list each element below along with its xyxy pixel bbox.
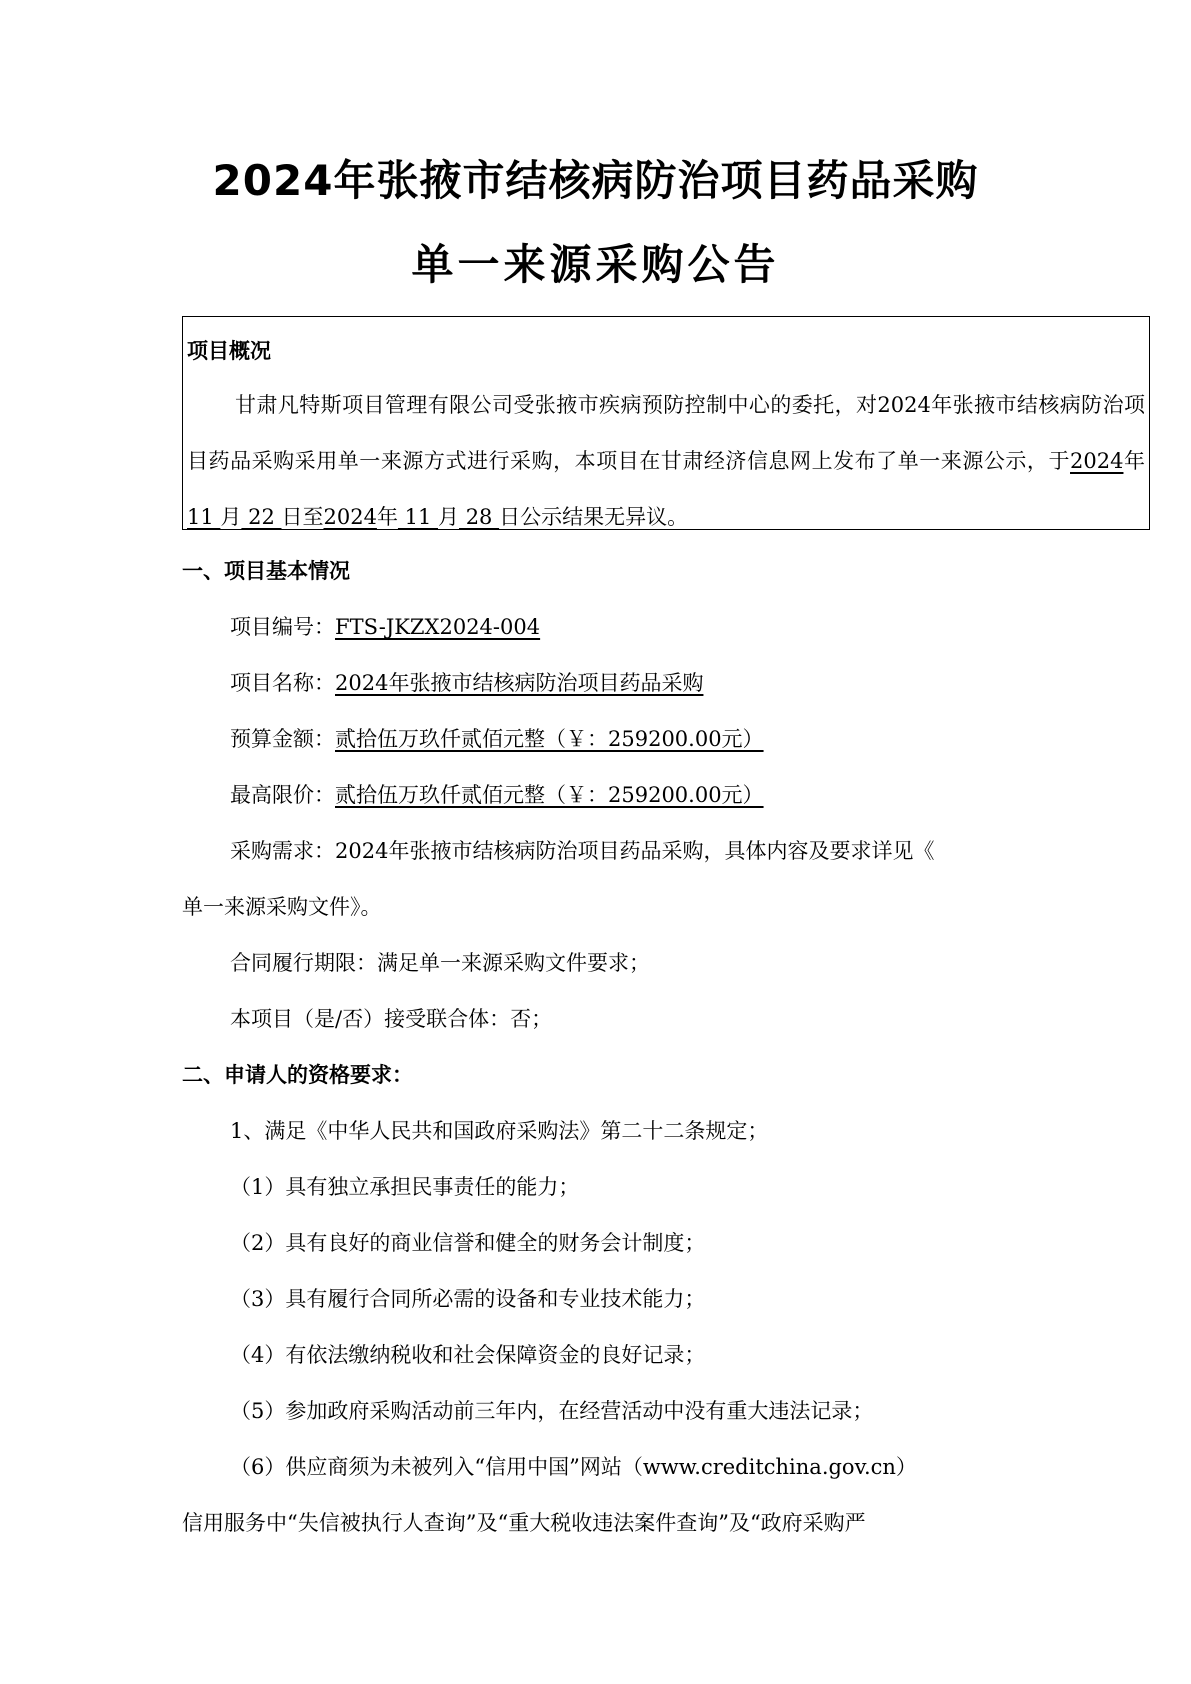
qualification-item-1: 1、满足《中华人民共和国政府采购法》第二十二条规定； (230, 1119, 769, 1143)
start-day: 22 (241, 505, 282, 529)
page-title-line1: 2024年张掖市结核病防治项目药品采购 (212, 156, 979, 205)
max-price-row (230, 779, 764, 809)
overview-paragraph (187, 377, 1145, 545)
project-name-value: 2024年张掖市结核病防治项目药品采购 (335, 671, 704, 695)
qualification-sub-1: （1）具有独立承担民事责任的能力； (230, 1175, 580, 1199)
max-price-value: 贰拾伍万玖仟贰佰元整（￥：259200.00元） (335, 783, 764, 807)
page-title-line2: 单一来源采购公告 (411, 240, 780, 289)
section2-heading: 二、申请人的资格要求： (182, 1063, 413, 1087)
qualification-sub-6-line1: （6）供应商须为未被列入“信用中国”网站（www.creditchina.gov.cn） (230, 1455, 917, 1479)
overview-heading: 项目概况 (187, 339, 271, 363)
end-day: 28 (459, 505, 500, 529)
start-year: 2024 (1070, 449, 1124, 473)
start-month: 11 (187, 505, 221, 529)
demand-line1: 采购需求：2024年张掖市结核病防治项目药品采购，具体内容及要求详见《 (230, 839, 935, 863)
year-label-2: 年 (376, 505, 398, 529)
year-label: 年 (1123, 449, 1146, 473)
month-label: 月 (220, 505, 242, 529)
budget-row (230, 723, 764, 753)
end-month: 11 (397, 505, 439, 529)
project-name-label: 项目名称： (230, 671, 335, 695)
project-no-label: 项目编号： (230, 615, 335, 639)
section1-heading: 一、项目基本情况 (182, 559, 350, 583)
overview-box (182, 316, 1150, 530)
contract-period: 合同履行期限：满足单一来源采购文件要求； (230, 951, 650, 975)
demand-line2: 单一来源采购文件》。 (182, 895, 382, 919)
day-label-to: 日至 (281, 505, 324, 529)
budget-value: 贰拾伍万玖仟贰佰元整（￥：259200.00元） (335, 727, 764, 751)
qualification-sub-5: （5）参加政府采购活动前三年内，在经营活动中没有重大违法记录； (230, 1399, 874, 1423)
month-label-2: 月 (438, 505, 460, 529)
project-no-value: FTS-JKZX2024-004 (335, 615, 541, 639)
end-year: 2024 (323, 505, 377, 529)
consortium-line: 本项目（是/否）接受联合体：否； (230, 1007, 553, 1031)
qualification-sub-2: （2）具有良好的商业信誉和健全的财务会计制度； (230, 1231, 706, 1255)
qualification-sub-6-line2: 信用服务中“失信被执行人查询”及“重大税收违法案件查询”及“政府采购严 (182, 1511, 866, 1535)
project-no-row (230, 611, 540, 641)
overview-text-before: 甘肃凡特斯项目管理有限公司受张掖市疾病预防控制中心的委托，对2024年张掖市结核病防治项目药品采购采用单一来源方式进行采购，本项目在甘肃经济信息网上发布了单一来源公示，于 (187, 393, 1145, 473)
max-price-label: 最高限价： (230, 783, 335, 807)
qualification-sub-4: （4）有依法缴纳税收和社会保障资金的良好记录； (230, 1343, 706, 1367)
budget-label: 预算金额： (230, 727, 335, 751)
project-name-row (230, 667, 703, 697)
overview-text-after: 日公示结果无异议。 (499, 505, 689, 529)
qualification-sub-3: （3）具有履行合同所必需的设备和专业技术能力； (230, 1287, 706, 1311)
